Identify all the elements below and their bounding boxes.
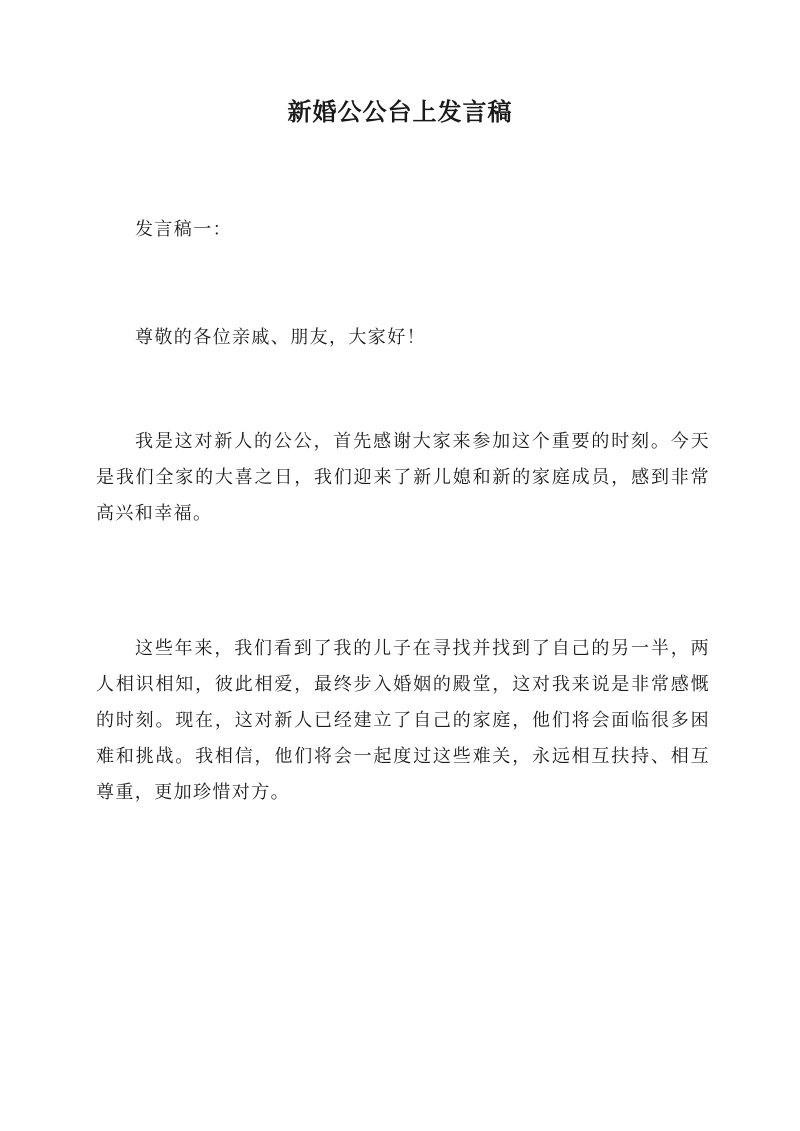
section-heading: 发言稿一： [135,219,232,240]
greeting-paragraph: 尊敬的各位亲戚、朋友，大家好！ [135,327,426,348]
page-title: 新婚公公台上发言稿 [287,97,513,126]
body-paragraph-2: 这些年来，我们看到了我的儿子在寻找并找到了自己的另一半，两人相识相知，彼此相爱，最终步入婚姻的殿堂，这对我来说是非常感慨的时刻。现在，这对新人已经建立了自己的家庭，他们将会面临很多困难和挑战。我相信，他们将会一起度过这些难关，永远相互扶持、相互尊重，更加珍惜对方。 [96,638,710,803]
body-paragraph-1: 我是这对新人的公公，首先感谢大家来参加这个重要的时刻。今天是我们全家的大喜之日，我们迎来了新儿媳和新的家庭成员，感到非常高兴和幸福。 [96,431,710,524]
